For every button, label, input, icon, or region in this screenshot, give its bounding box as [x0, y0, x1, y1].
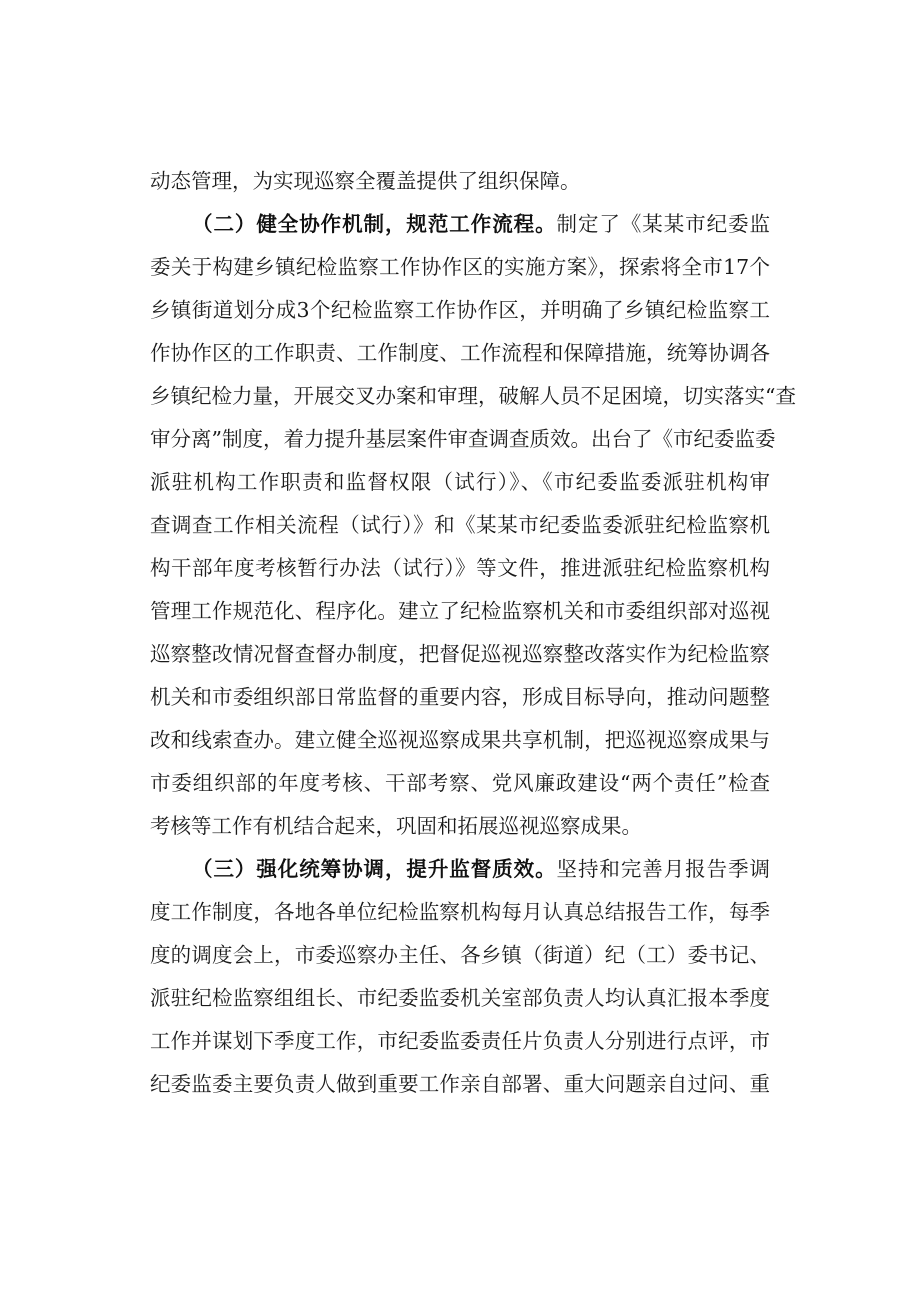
text-line: 构干部年度考核暂行办法（试行）》等文件，推进派驻纪检监察机构 [150, 556, 770, 580]
text-line: 改和线索查办。建立健全巡视巡察成果共享机制，把巡视巡察成果与 [150, 728, 770, 752]
text-line: 委关于构建乡镇纪检监察工作协作区的实施方案》，探索将全市17个 [150, 255, 770, 279]
section-heading-line [192, 206, 770, 242]
text-line: 派驻机构工作职责和监督权限（试行）》、《市纪委监委派驻机构审 [150, 470, 770, 494]
section-heading: （二）健全协作机制，规范工作流程。 [192, 212, 557, 236]
text-line: 巡察整改情况督查督办制度，把督促巡视巡察整改落实作为纪检监察 [150, 642, 770, 666]
text-line: 度工作制度，各地各单位纪检监察机构每月认真总结报告工作，每季 [150, 900, 770, 924]
text-line: 查调查工作相关流程（试行）》和《某某市纪委监委派驻纪检监察机 [150, 513, 770, 537]
text-line: 度的调度会上，市委巡察办主任、各乡镇（街道）纪（工）委书记、 [150, 943, 770, 967]
text-line: 乡镇街道划分成3个纪检监察工作协作区，并明确了乡镇纪检监察工 [150, 298, 770, 322]
section-heading-line [192, 851, 770, 887]
text-line: 纪委监委主要负责人做到重要工作亲自部署、重大问题亲自过问、重 [150, 1072, 770, 1096]
text-line: 动态管理，为实现巡察全覆盖提供了组织保障。 [150, 169, 581, 193]
section-heading: （三）强化统筹协调，提升监督质效。 [192, 857, 557, 881]
section-text: 制定了《某某市纪委监 [556, 212, 771, 236]
text-line: 市委组织部的年度考核、干部考察、党风廉政建设“两个责任”检查 [150, 771, 770, 795]
text-line: 审分离”制度，着力提升基层案件审查调查质效。出台了《市纪委监委 [150, 427, 776, 451]
text-line: 管理工作规范化、程序化。建立了纪检监察机关和市委组织部对巡视 [150, 599, 770, 623]
text-line: 机关和市委组织部日常监督的重要内容，形成目标导向，推动问题整 [150, 685, 770, 709]
section-text: 坚持和完善月报告季调 [556, 857, 771, 881]
text-line: 乡镇纪检力量，开展交叉办案和审理，破解人员不足困境，切实落实“查 [150, 384, 796, 408]
text-line: 考核等工作有机结合起来，巩固和拓展巡视巡察成果。 [150, 814, 642, 838]
text-line: 工作并谋划下季度工作，市纪委监委责任片负责人分别进行点评，市 [150, 1029, 770, 1053]
text-line: 派驻纪检监察组组长、市纪委监委机关室部负责人均认真汇报本季度 [150, 986, 770, 1010]
text-line: 作协作区的工作职责、工作制度、工作流程和保障措施，统筹协调各 [150, 341, 770, 365]
